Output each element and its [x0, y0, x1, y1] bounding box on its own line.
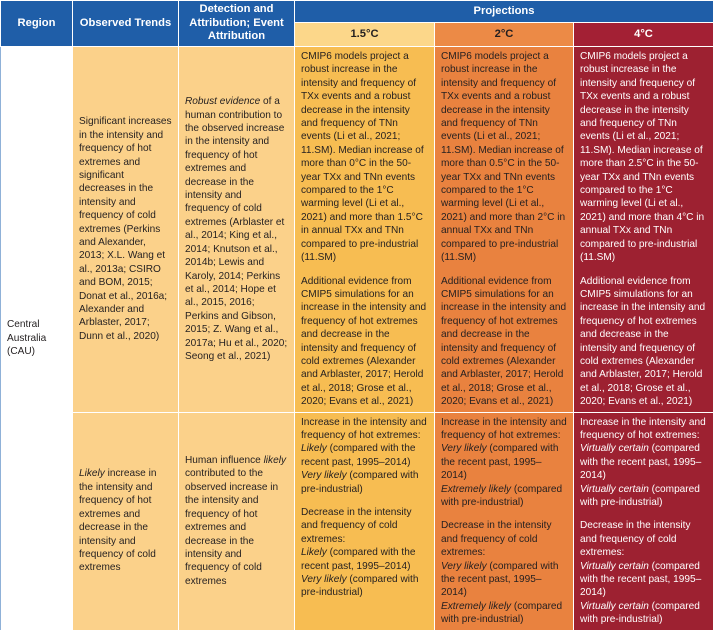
cmip5-paragraph: Additional evidence from CMIP5 simulations for an increase in the intensity and frequency of hot extremes and decrease in the intensity and frequency of cold extremes (Alexander and Arblaster, 2017; Herold et al., 2018; Grose et al., 2020; Evans et al., 2021) [441, 275, 567, 408]
header-1p5c: 1.5°C [295, 23, 435, 47]
hot-extremes-block: Increase in the intensity and frequency of hot extremes: Very likely (compared with the recent past, 1995–2014) Extremely likely (compared with pre-industrial) [441, 416, 567, 508]
likely-label: likely [263, 455, 286, 467]
cold-extremes-block: Decrease in the intensity and frequency of cold extremes: Virtually certain (compared with the recent past, 1995–2014) Virtually certain (compared with pre-industrial) [580, 520, 702, 626]
detection-cell [179, 412, 295, 630]
likely-label: Likely [79, 468, 105, 480]
header-observed-trends: Observed Trends [73, 1, 179, 47]
detection-text: contributed to the observed increase in the intensity and frequency of hot extremes and decrease in the intensity and frequency of cold extremes [185, 468, 279, 587]
detection-cell [179, 47, 295, 413]
region-cell [1, 47, 73, 631]
hot-extremes-block: Increase in the intensity and frequency of hot extremes: Likely (compared with the recent past, 1995–2014) Very likely (compared with pre-industrial) [301, 416, 427, 495]
cmip6-paragraph: CMIP6 models project a robust increase in the intensity and frequency of TXx events and a robust decrease in the intensity and frequency of TNn events (Li et al., 2021; 11.SM). Median increase of more than 0°C in the 50-year TXx and TNn events compared to the 1°C warming level (Li et al., 2021) and more than 1.5°C in annual TXx and TNn compared to pre-industrial (11.SM) [301, 51, 424, 264]
observed-trends-cell [73, 412, 179, 630]
cmip6-paragraph: CMIP6 models project a robust increase in the intensity and frequency of TXx events and a robust decrease in the intensity and frequency of TNn events (Li et al., 2021; 11.SM). Median increase of more than 0.5°C in the 50-year TXx and TNn events compared to the 1°C warming level (Li et al., 2021) and more than 2°C in annual TXx and TNn compared to pre-industrial (11.SM) [441, 51, 566, 264]
observed-trends-text: increase in the intensity and frequency of hot extremes and decrease in the intensity and frequency of cold extremes [79, 468, 157, 574]
observed-trends-cell [73, 47, 179, 413]
projection-2c-likelihood-cell [435, 412, 574, 630]
cold-extremes-block: Decrease in the intensity and frequency of cold extremes: Likely (compared with the recent past, 1995–2014) Very likely (compared with pre-industrial) [301, 507, 419, 599]
cmip6-paragraph: CMIP6 models project a robust increase in the intensity and frequency of TXx events and a robust decrease in the intensity and frequency of TNn events (Li et al., 2021; 11.SM). Median increase of more than 2.5°C in the 50-year TXx and TNn events compared to the 1°C warming level (Li et al., 2021) and more than 4°C in annual TXx and TNn compared to pre-industrial (11.SM) [580, 51, 705, 264]
detection-text: Human influence [185, 455, 264, 467]
projection-4c-cell [574, 47, 714, 413]
header-region: Region [1, 1, 73, 47]
cmip5-paragraph: Additional evidence from CMIP5 simulations for an increase in the intensity and frequency of hot extremes and decrease in the intensity and frequency of cold extremes (Alexander and Arblaster, 2017; Herold et al., 2018; Grose et al., 2020; Evans et al., 2021) [301, 275, 427, 408]
header-detection-attribution: Detection and Attribution; Event Attribution [179, 1, 295, 47]
header-projections: Projections [295, 1, 714, 23]
hot-extremes-block: Increase in the intensity and frequency of hot extremes: Virtually certain (compared with the recent past, 1995–2014) Virtually certain (compared with pre-industrial) [580, 416, 706, 508]
projection-2c-cell [435, 47, 574, 413]
cmip5-paragraph: Additional evidence from CMIP5 simulations for an increase in the intensity and frequency of hot extremes and decrease in the intensity and frequency of cold extremes (Alexander and Arblaster, 2017; Herold et al., 2018; Grose et al., 2020; Evans et al., 2021) [580, 275, 706, 408]
detection-text: of a human contribution to the observed increase in the intensity and frequency of hot extremes and decrease in the intensity and frequency of cold extremes (Arblaster et al., 2014; King et al., 2014; Knutson et al., 2014b; Lewis and Karoly, 2014; Perkins et al., 2014; Hope et al., 2015, 2016; Perkins and Gibson, 2015; Z. Wang et al., 2017a; Hu et al., 2020; Seong et al., 2021) [185, 96, 288, 362]
projection-1p5c-likelihood-cell [295, 412, 435, 630]
projection-1p5c-cell [295, 47, 435, 413]
robust-evidence-label: Robust evidence [185, 96, 261, 108]
projection-4c-likelihood-cell [574, 412, 714, 630]
observed-trends-text: Significant increases in the intensity and frequency of hot extremes and significant decreases in the intensity and frequency of cold extremes (Perkins and Alexander, 2013; X.L. Wang et al., 2013a; CSIRO and BOM, 2015; Donat et al., 2016a; Alexander and Arblaster, 2017; Dunn et al., 2020) [79, 116, 172, 342]
header-4c: 4°C [574, 23, 714, 47]
region-name: Central Australia (CAU) [7, 319, 47, 358]
cold-extremes-block: Decrease in the intensity and frequency of cold extremes: Very likely (compared with the recent past, 1995–2014) Extremely likely (compared with pre-industrial) [441, 520, 563, 626]
header-2c: 2°C [435, 23, 574, 47]
